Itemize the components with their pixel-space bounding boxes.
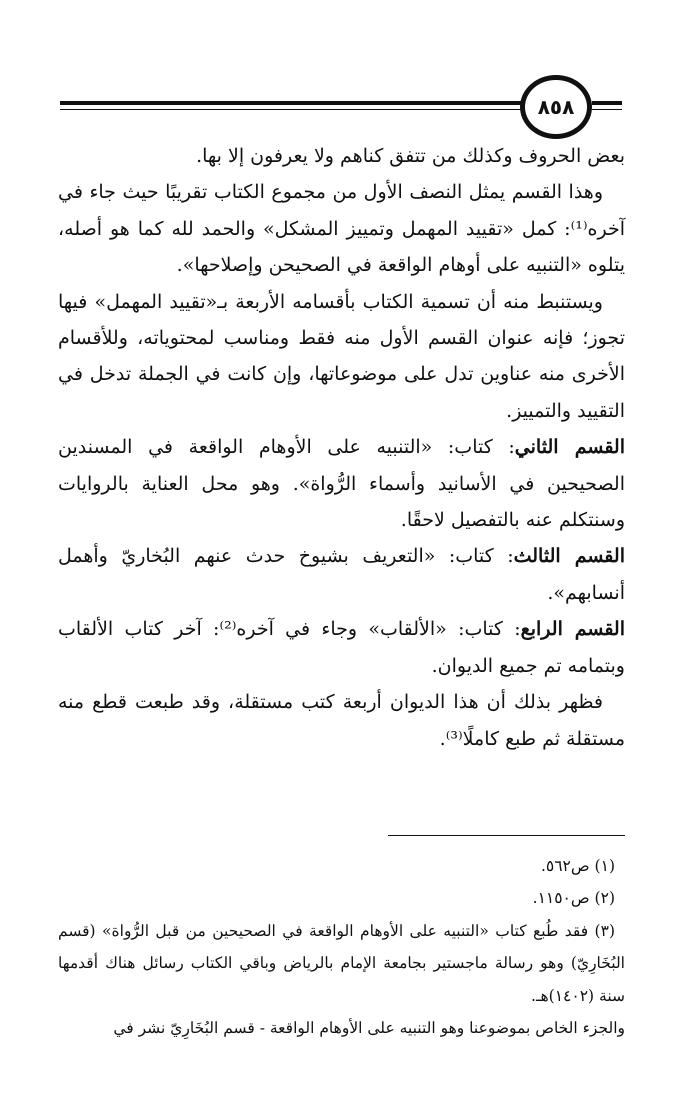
section-four-text: : كتاب: «الألقاب» وجاء في آخره⁽²⁾: آخر كتاب الألقاب وبتمامه تم جميع الديوان. (58, 618, 625, 677)
paragraph-5 (58, 538, 625, 611)
page-header (60, 75, 620, 139)
paragraph-1: بعض الحروف وكذلك من تتفق كناهم ولا يعرفون إلا بها. (196, 145, 625, 167)
paragraph-2: وهذا القسم يمثل النصف الأول من مجموع الكتاب تقريبًا حيث جاء في آخره⁽¹⁾: كمل «تقييد المهمل وتمييز المشكل» والحمد لله كما هو أصله، يتلوه «التنبيه على أوهام الواقعة في الصحيحن وإصلاحها». (58, 181, 625, 277)
footnote-1: (١) ص٥٦٢. (540, 857, 615, 875)
section-two-text: : كتاب: «التنبيه على الأوهام الواقعة في المسندين الصحيحين في الأسانيد وأسماء الرُّواة». وهو محل العناية بالروايات وسنتكلم عنه بالتفصيل لاحقًا. (58, 436, 625, 532)
header-rule-thin (60, 109, 522, 110)
paragraph-6 (58, 611, 625, 684)
footnote-3-continued: والجزء الخاص بموضوعنا وهو التنبيه على الأوهام الواقعة - قسم البُخَارِيّ نشر في (113, 1019, 625, 1038)
header-rule-right-thin (592, 109, 622, 110)
paragraph-7: فظهر بذلك أن هذا الديوان أربعة كتب مستقلة، وقد طبعت قطع منه مستقلة ثم طبع كاملًا⁽³⁾. (58, 691, 625, 750)
main-text (58, 138, 625, 757)
footnotes (58, 850, 625, 1044)
section-four-heading: القسم الرابع (520, 618, 626, 641)
section-three-heading: القسم الثالث (513, 545, 625, 568)
footnote-2: (٢) ص١١٥٠. (532, 889, 615, 908)
section-two-heading: القسم الثاني (514, 436, 625, 459)
header-rule-right-thick (592, 101, 622, 105)
paragraph-3: ويستنبط منه أن تسمية الكتاب بأقسامه الأربعة بـ«تقييد المهمل» فيها تجوز؛ فإنه عنوان القسم الأول منه فقط ومناسب لمحتوياته، وللأقسام الأخرى منه عناوين تدل على موضوعاتها، وإن كانت في الجملة تدخل في التقييد والتمييز. (58, 290, 625, 422)
footnote-separator (388, 835, 625, 836)
header-rule-thick (60, 101, 522, 105)
page-number: ٨٥٨ (520, 75, 592, 139)
paragraph-4 (58, 429, 625, 538)
footnote-3: (٣) فقد طُبع كتاب «التنبيه على الأوهام الواقعة في الصحيحين من قبل الرُّواة» (قسم البُخَارِيّ) وهو رسالة ماجستير بجامعة الإمام بالرياض وباقي الكتاب رسائل هناك أقدمها سنة (١٤٠٢)هـ. (58, 921, 625, 1005)
section-three-text: : كتاب: «التعريف بشيوخ حدث عنهم البُخاريّ وأهمل أنسابهم». (58, 545, 625, 604)
